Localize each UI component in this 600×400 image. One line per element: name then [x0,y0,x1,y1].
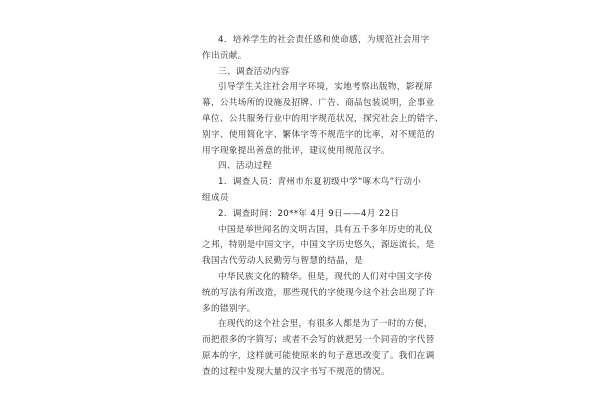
text-line-8: 用字现象提出善意的批评，建议使用规范汉字。 [202,145,390,156]
text-line-10: 1．调查人员：青州市东夏初级中学“啄木鸟”行动小 [218,177,422,188]
section-heading-3: 三、调查活动内容 [218,66,290,77]
text-line-13: 中国是举世闻名的文明古国，具有五千多年历史的礼仪 [218,224,433,235]
section-heading-4: 四、活动过程 [218,161,272,172]
text-line-21: 原本的字，这样就可能使原来的句子意思改变了。我们在调 [202,351,435,361]
text-line-22: 查的过程中发现大量的汉字书写不规范的情况。 [202,366,390,377]
text-line-11: 组成员 [202,193,229,203]
text-line-16: 中华民族文化的精华。但是，现代的人们对中国文字传 [218,272,433,282]
text-line-20: 而把很多的字简写；或者不会写的就把另一个同音的字代替 [202,335,435,346]
text-line-12: 2．调查时间：20**年 4月 9日——4月 22日 [218,208,400,219]
text-line-18: 多的错别字。 [202,303,256,314]
text-line-4: 引导学生关注社会用字环境，实地考察出版物，影视屏 [218,82,433,93]
text-line-5: 幕，公共场所的设施及招牌、广告、商品包装说明，企事业 [202,98,435,109]
text-line-14: 之邦，特别是中国文字，中国文字历史悠久，源远流长，是 [202,240,435,251]
text-line-15: 我国古代劳动人民勤劳与智慧的结晶，是 [202,256,363,267]
text-line-7: 别字、使用简化字、繁体字等不规范字的比率，对不规范的 [202,129,435,140]
text-line-1: 4．培养学生的社会责任感和使命感，为规范社会用字 [218,35,430,45]
text-line-6: 单位、公共服务行业中的用字规范状况，探究社会上的错字、 [202,114,444,124]
text-line-19: 在现代的这个社会里，有很多人都是为了一时的方便， [218,319,433,330]
text-line-17: 统的写法有所改造，那些现代的字使现今这个社会出现了许 [202,287,435,298]
text-line-2: 作出贡献。 [202,50,247,61]
